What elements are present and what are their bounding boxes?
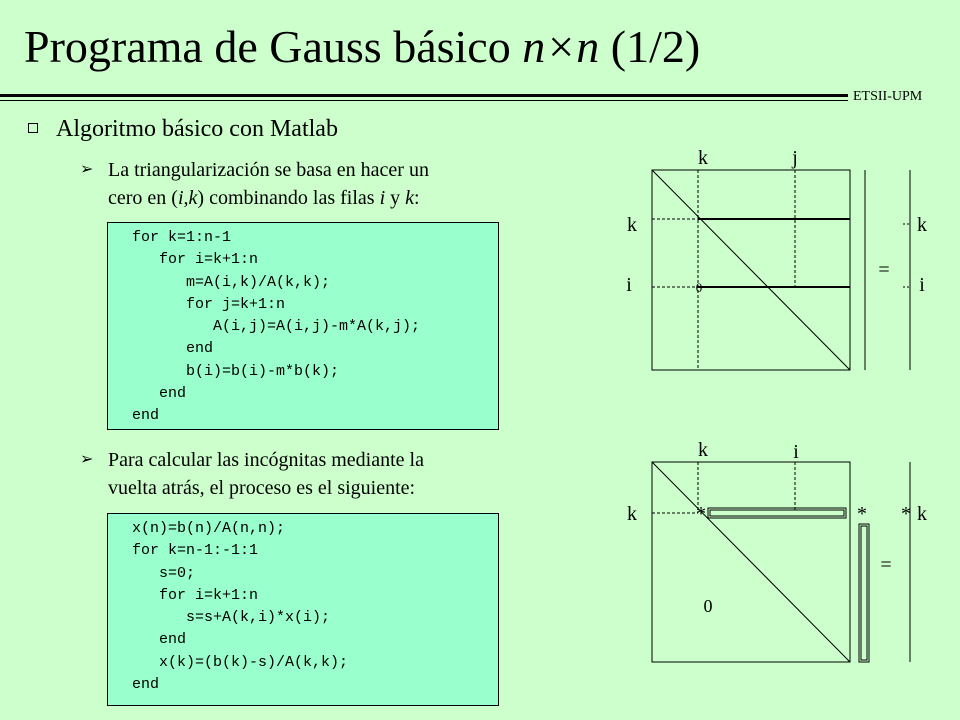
label-k-right: k — [917, 214, 927, 236]
label-equals: = — [878, 259, 890, 281]
bullet-text: Algoritmo básico con Matlab — [56, 116, 338, 142]
title-suffix: (1/2) — [599, 21, 701, 72]
code-block-triangularization: for k=1:n-1 for i=k+1:n m=A(i,k)/A(k,k); for j=k+1:n A(i,j)=A(i,j)-m*A(k,j); end b(i)=b(i)-m*b(k); end end — [107, 222, 499, 430]
vector-x-box-inner — [861, 526, 867, 660]
diagram-triangularization — [626, 147, 927, 370]
label-i-left: i — [626, 274, 632, 296]
title-italic: n×n — [522, 21, 600, 72]
arrow-bullet-icon: ➢ — [80, 161, 94, 178]
label-k-right: k — [917, 503, 927, 525]
organization-label: ETSII-UPM — [853, 89, 923, 104]
label-star-matrix: * — [696, 503, 706, 525]
sub1-line1: La triangularización se basa en hacer un — [108, 159, 429, 181]
matrix-diagonal — [652, 462, 850, 662]
label-j-top: j — [792, 147, 798, 169]
matrix-diagonal — [652, 170, 850, 370]
label-i-top: i — [793, 441, 799, 463]
label-k-top: k — [698, 439, 708, 461]
label-star-b: * — [901, 503, 911, 525]
code-block-backsubstitution: x(n)=b(n)/A(n,n); for k=n-1:-1:1 s=0; for i=k+1:n s=s+A(k,i)*x(i); end x(k)=(b(k)-s)/A(k,k); end — [107, 513, 499, 706]
label-star-x: * — [857, 503, 867, 525]
label-zero: 0 — [703, 596, 713, 616]
diagram-backsubstitution — [627, 439, 927, 662]
label-equals: = — [880, 554, 892, 576]
label-i-right: i — [919, 274, 925, 296]
row-k-box-inner — [710, 510, 844, 516]
sub2-line2: vuelta atrás, el proceso es el siguiente: — [108, 477, 416, 499]
sub1-line2: cero en (i,k) combinando las filas i y k: — [108, 187, 420, 209]
title-prefix: Programa de Gauss básico — [24, 21, 523, 72]
label-k-left: k — [627, 214, 637, 236]
arrow-bullet-icon: ➢ — [80, 451, 94, 468]
label-zero: 0 — [695, 280, 703, 295]
label-k-top: k — [698, 147, 708, 169]
label-k-left: k — [627, 503, 637, 525]
sub2-line1: Para calcular las incógnitas mediante la — [108, 449, 424, 471]
